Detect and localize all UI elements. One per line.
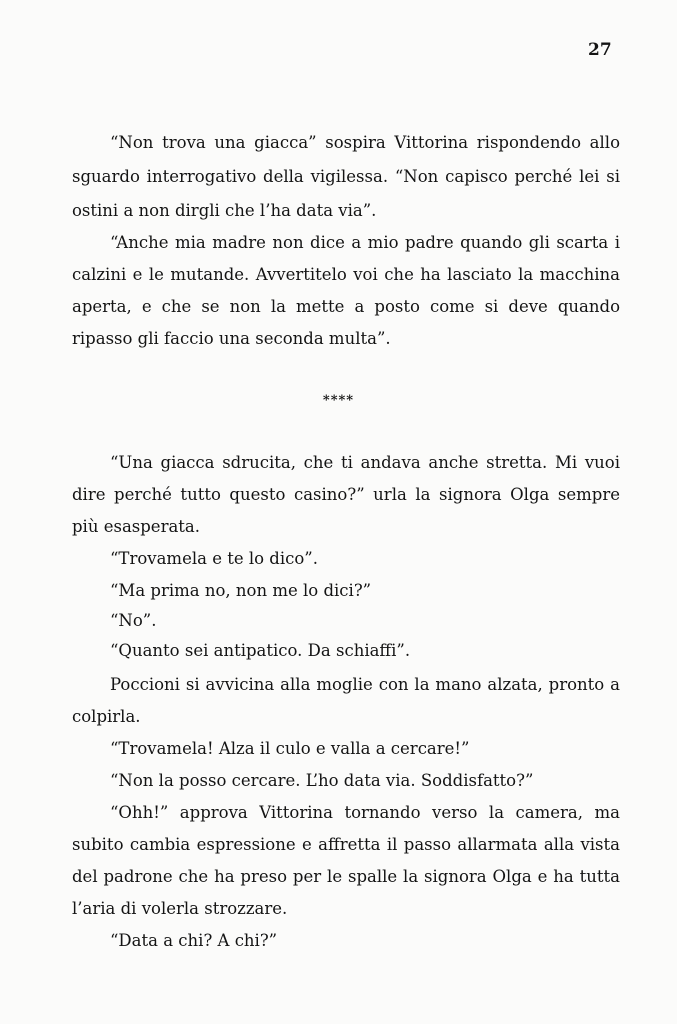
text-line: “No”. bbox=[110, 611, 157, 630]
text-line: più esasperata. bbox=[72, 517, 201, 536]
text-line: dire perché tutto questo casino?” urla la signora Olga sempre bbox=[72, 485, 620, 504]
page-number: 27 bbox=[588, 40, 612, 60]
text-line: subito cambia espressione e affretta il passo allarmata alla vista bbox=[72, 835, 620, 854]
text-line: “Trovamela e te lo dico”. bbox=[110, 549, 318, 568]
text-line: “Una giacca sdrucita, che ti andava anche stretta. Mi vuoi bbox=[110, 453, 620, 472]
text-line: ostini a non dirgli che l’ha data via”. bbox=[72, 201, 377, 220]
text-line: “Ohh!” approva Vittorina tornando verso la camera, ma bbox=[110, 803, 620, 822]
text-line: Poccioni si avvicina alla moglie con la mano alzata, pronto a bbox=[110, 675, 620, 694]
text-line: calzini e le mutande. Avvertitelo voi che ha lasciato la macchina bbox=[72, 265, 620, 284]
text-line: del padrone che ha preso per le spalle la signora Olga e ha tutta bbox=[72, 867, 620, 886]
text-line: sguardo interrogativo della vigilessa. “Non capisco perché lei si bbox=[72, 167, 620, 186]
text-line: “Trovamela! Alza il culo e valla a cercare!” bbox=[110, 739, 470, 758]
text-line: ripasso gli faccio una seconda multa”. bbox=[72, 329, 391, 348]
text-line: aperta, e che se non la mette a posto come si deve quando bbox=[72, 297, 620, 316]
text-line: “Quanto sei antipatico. Da schiaffi”. bbox=[110, 641, 411, 660]
text-line: colpirla. bbox=[72, 707, 141, 726]
text-line: “Non la posso cercare. L’ho data via. Soddisfatto?” bbox=[110, 771, 534, 790]
text-line: “Non trova una giacca” sospira Vittorina rispondendo allo bbox=[110, 133, 620, 152]
text-line: “Data a chi? A chi?” bbox=[110, 931, 278, 950]
text-line: “Anche mia madre non dice a mio padre quando gli scarta i bbox=[110, 233, 620, 252]
text-line: “Ma prima no, non me lo dici?” bbox=[110, 581, 372, 600]
text-line: l’aria di volerla strozzare. bbox=[72, 899, 288, 918]
section-separator: **** bbox=[322, 393, 355, 408]
